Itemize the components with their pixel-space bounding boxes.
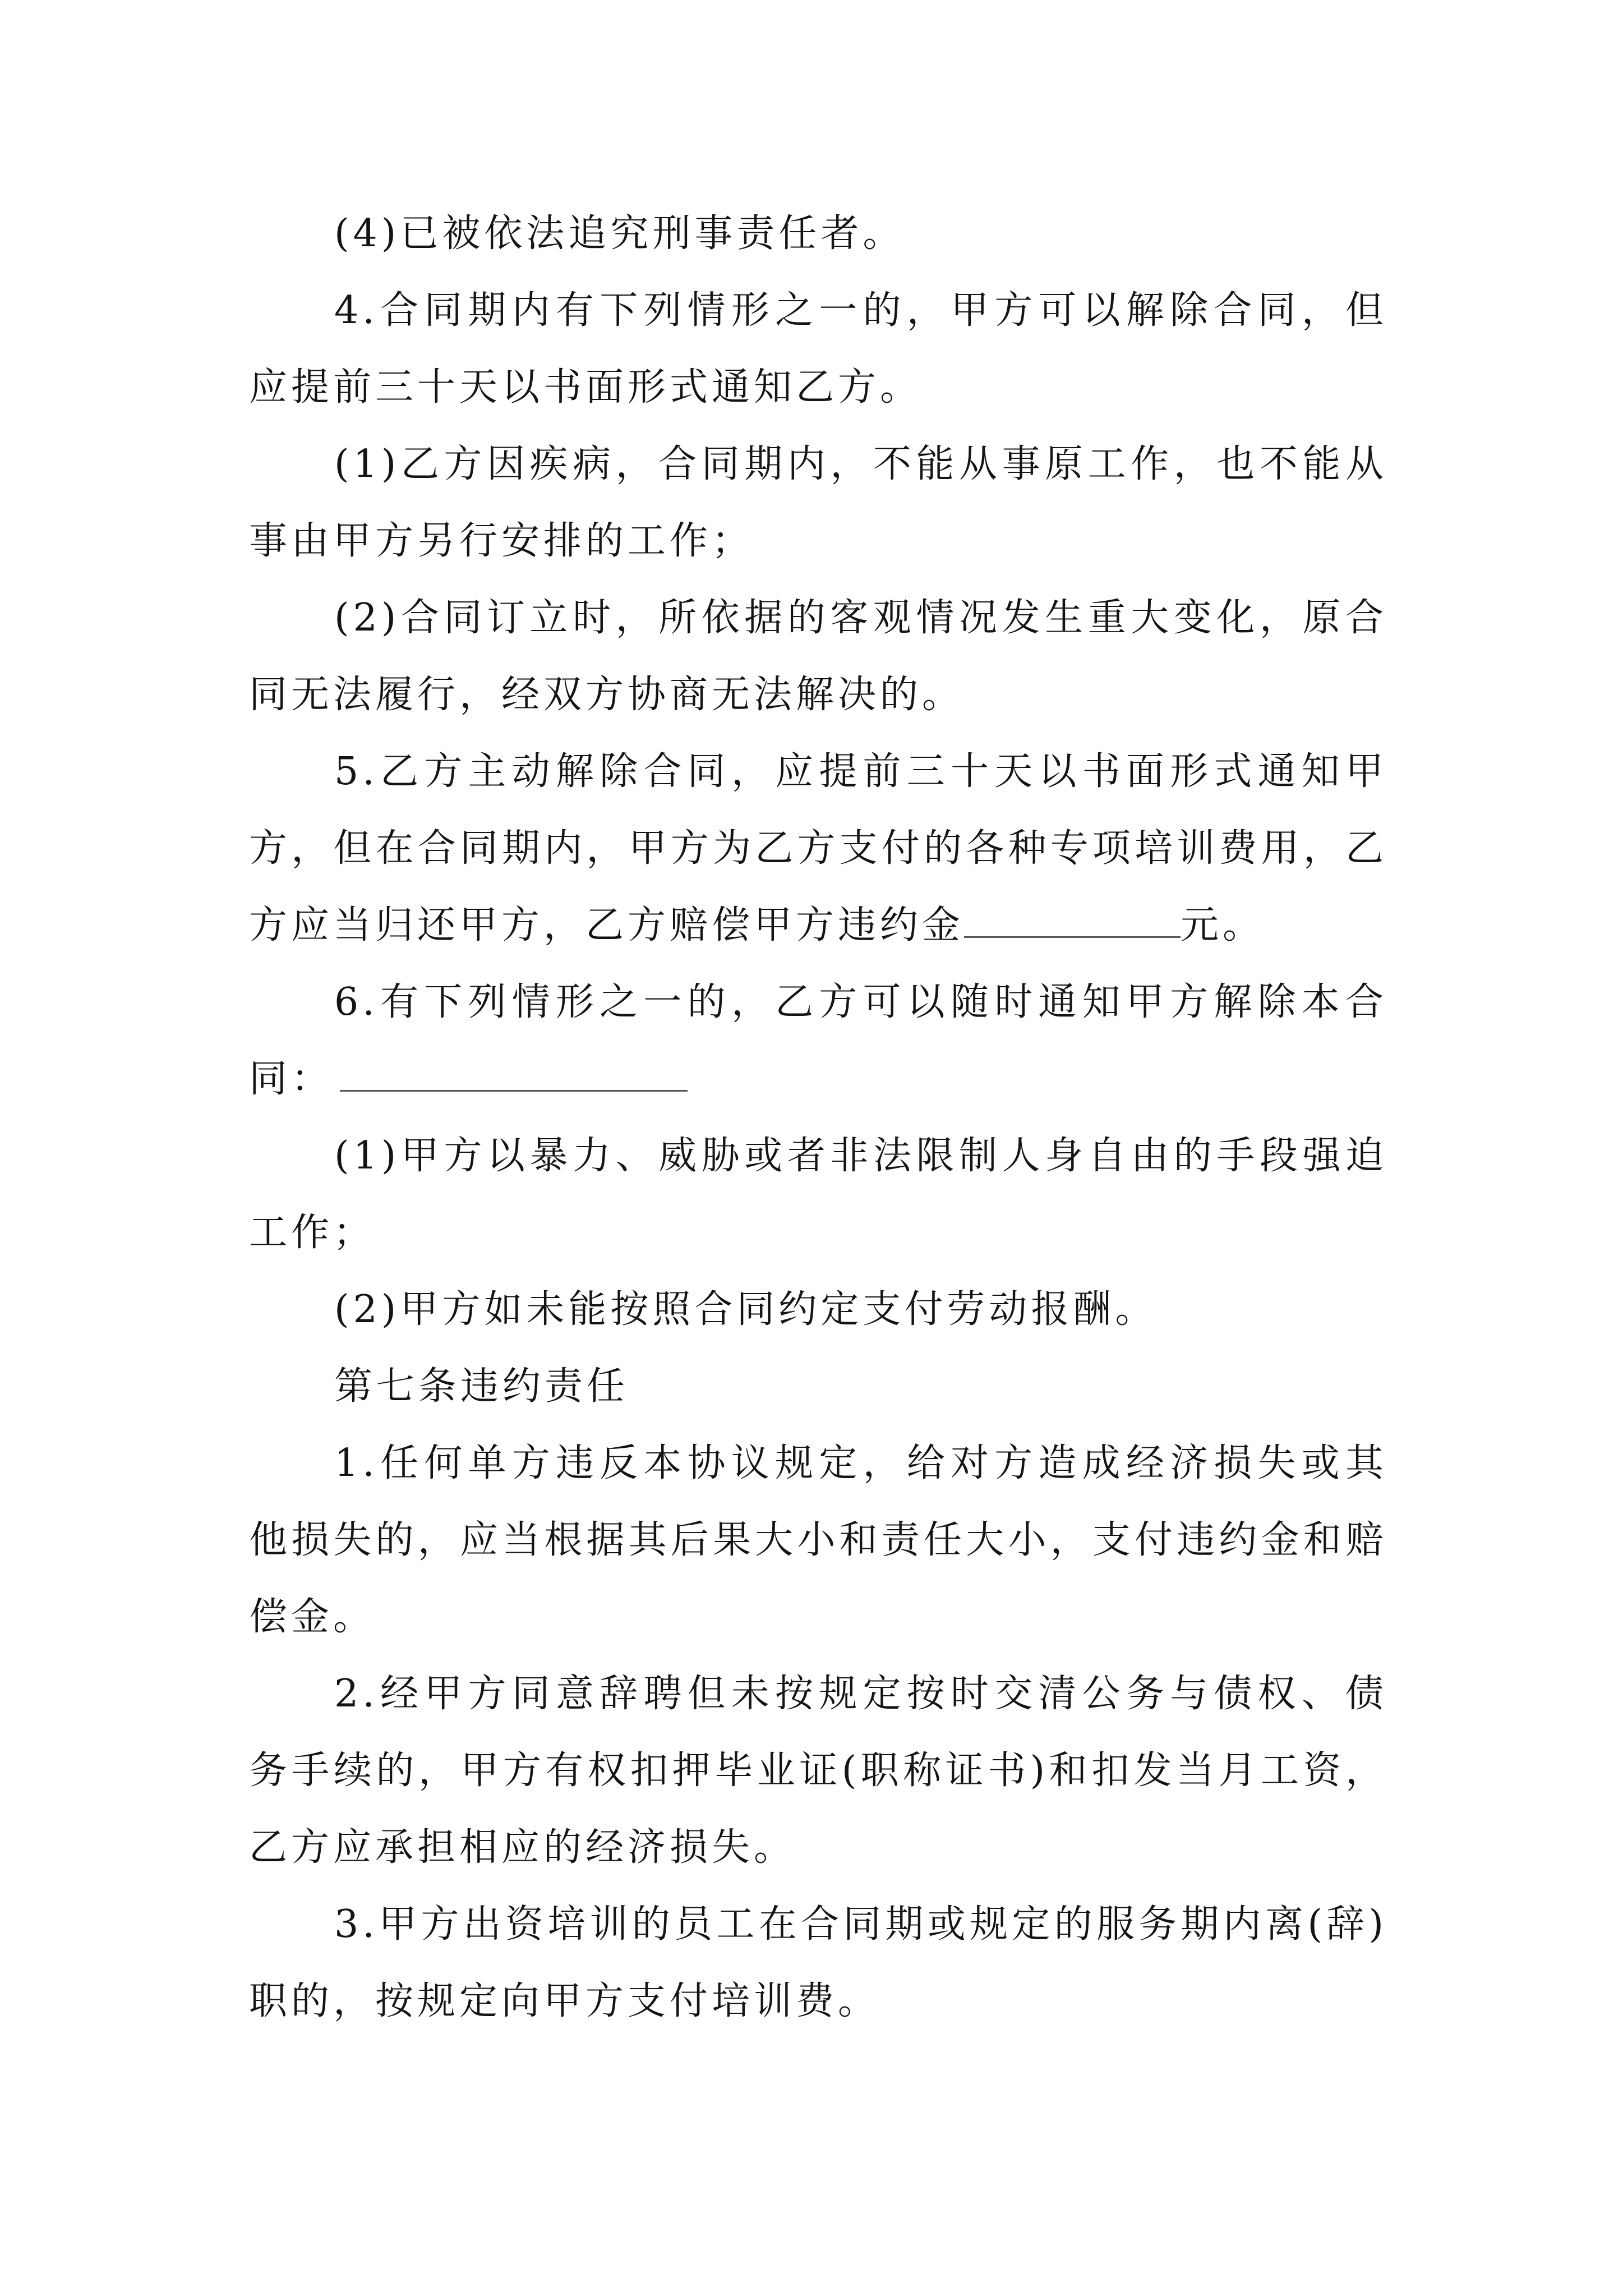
penalty-amount-blank (964, 907, 1181, 938)
clause-5-text: 5.乙方主动解除合同，应提前三十天以书面形式通知甲方，但在合同期内，甲方为乙方支付的各种专项培训费用，乙方应当归还甲方，乙方赔偿甲方违约金 (249, 749, 1387, 947)
paragraph-clause-6-item-1: (1)甲方以暴力、威胁或者非法限制人身自由的手段强迫工作； (249, 1134, 1387, 1255)
section-heading-breach-liability: 第七条违约责任 (334, 1364, 629, 1409)
paragraph-clause-4-item-2: (2)合同订立时，所依据的客观情况发生重大变化，原合同无法履行，经双方协商无法解决的。 (249, 596, 1387, 717)
paragraph-clause-4-item-1: (1)乙方因疾病，合同期内，不能从事原工作，也不能从事由甲方另行安排的工作； (249, 442, 1387, 563)
paragraph-breach-1: 1.任何单方违反本协议规定，给对方造成经济损失或其他损失的，应当根据其后果大小和责任大小，支付违约金和赔偿金。 (249, 1441, 1387, 1639)
clause-6-blank (340, 1061, 688, 1092)
paragraph-criminal-liability: (4)已被依法追究刑事责任者。 (334, 211, 905, 256)
paragraph-clause-6-item-2: (2)甲方如未能按照合同约定支付劳动报酬。 (334, 1287, 1158, 1332)
paragraph-clause-6 (249, 964, 1387, 1117)
paragraph-breach-2: 2.经甲方同意辞聘但未按规定按时交清公务与债权、债务手续的，甲方有权扣押毕业证(职称证书)和扣发当月工资，乙方应承担相应的经济损失。 (249, 1672, 1387, 1870)
paragraph-breach-3: 3.甲方出资培训的员工在合同期或规定的服务期内离(辞)职的，按规定向甲方支付培训费。 (249, 1902, 1387, 2023)
paragraph-clause-5 (249, 733, 1387, 964)
paragraph-clause-4: 4.合同期内有下列情形之一的，甲方可以解除合同，但应提前三十天以书面形式通知乙方。 (249, 288, 1387, 409)
clause-6-text: 6.有下列情形之一的，乙方可以随时通知甲方解除本合同： (249, 980, 1387, 1101)
clause-5-suffix: 元。 (1181, 903, 1265, 947)
contract-body (249, 195, 1387, 2040)
